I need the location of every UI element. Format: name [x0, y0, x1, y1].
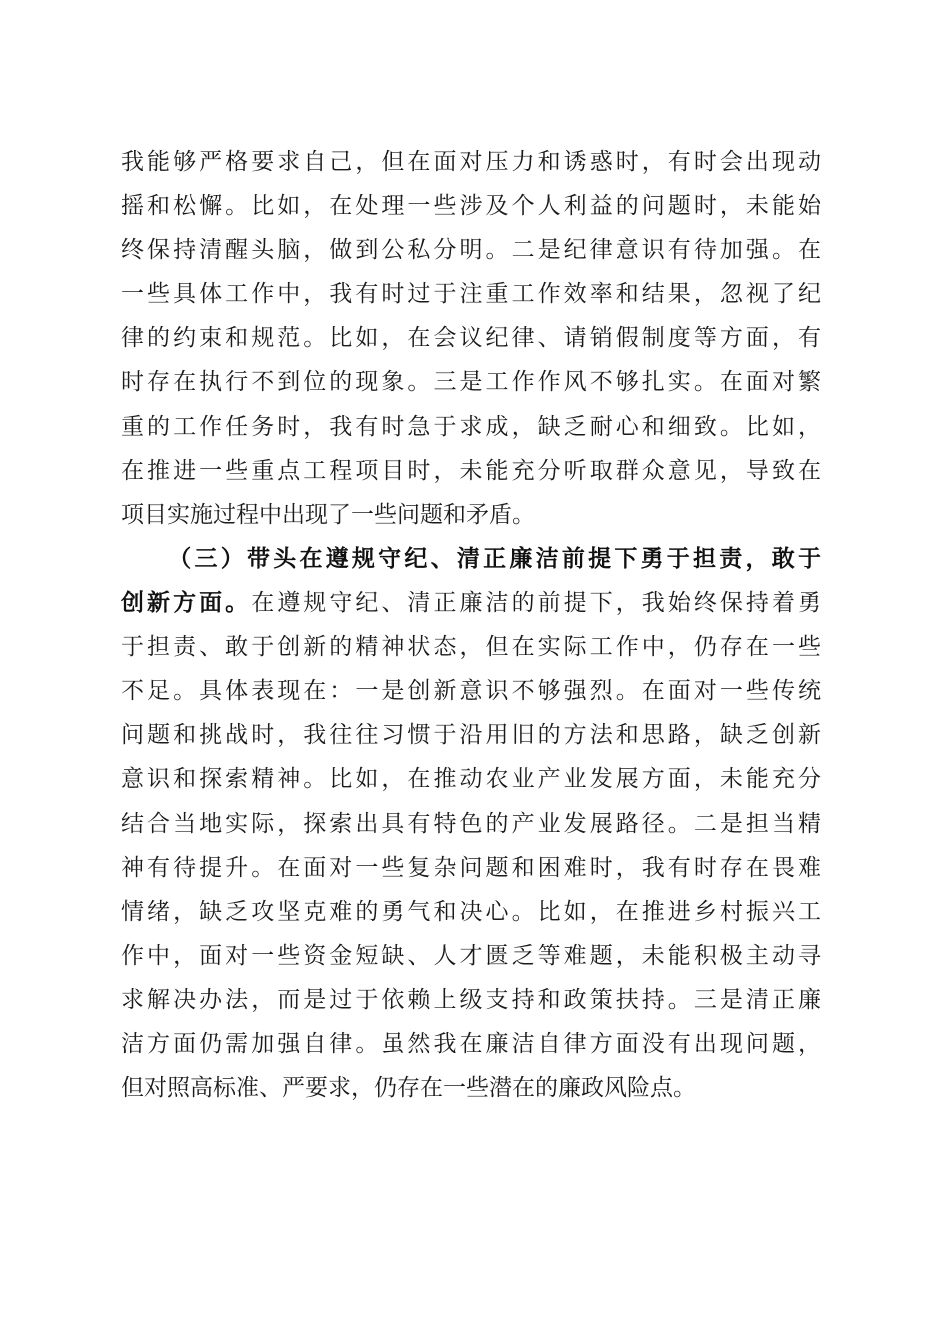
text-line [121, 581, 821, 625]
text-line: 于担责、敢于创新的精神状态，但在实际工作中，仍存在一些 [121, 634, 821, 661]
section-heading: （三）带头在遵规守纪、清正廉洁前提下勇于担责，敢于 [165, 545, 821, 572]
section-heading-line [121, 537, 821, 581]
text-line: 意识和探索精神。比如，在推动农业产业发展方面，未能充分 [121, 766, 821, 793]
text-line: 作中，面对一些资金短缺、人才匮乏等难题，未能积极主动寻 [121, 942, 821, 969]
text-line: 但对照高标准、严要求，仍存在一些潜在的廉政风险点。 [121, 1075, 696, 1102]
text-line: 一些具体工作中，我有时过于注重工作效率和结果，忽视了纪 [121, 281, 821, 308]
text-line: 重的工作任务时，我有时急于求成，缺乏耐心和细致。比如， [121, 413, 821, 440]
text-line-rest: 在遵规守纪、清正廉洁的前提下，我始终保持着勇 [251, 590, 822, 617]
text-line: 结合当地实际，探索出具有特色的产业发展路径。二是担当精 [121, 810, 821, 837]
text-line: 律的约束和规范。比如，在会议纪律、请销假制度等方面，有 [121, 325, 821, 352]
text-line: 洁方面仍需加强自律。虽然我在廉洁自律方面没有出现问题， [121, 1031, 821, 1058]
text-line: 求解决办法，而是过于依赖上级支持和政策扶持。三是清正廉 [121, 986, 821, 1013]
text-line: 不足。具体表现在：一是创新意识不够强烈。在面对一些传统 [121, 678, 821, 705]
text-line: 摇和松懈。比如，在处理一些涉及个人利益的问题时，未能始 [121, 193, 821, 220]
text-line: 情绪，缺乏攻坚克难的勇气和决心。比如，在推进乡村振兴工 [121, 898, 821, 925]
text-line: 时存在执行不到位的现象。三是工作作风不够扎实。在面对繁 [121, 369, 821, 396]
section-heading-continued: 创新方面。 [121, 589, 252, 617]
text-line: 神有待提升。在面对一些复杂问题和困难时，我有时存在畏难 [121, 854, 821, 881]
text-line: 终保持清醒头脑，做到公私分明。二是纪律意识有待加强。在 [121, 237, 821, 264]
text-line: 我能够严格要求自己，但在面对压力和诱惑时，有时会出现动 [121, 149, 821, 175]
paragraph-continued [121, 140, 821, 537]
text-line: 项目实施过程中出现了一些问题和矛盾。 [121, 501, 535, 528]
paragraph-section-three [121, 537, 821, 1110]
text-line: 问题和挑战时，我往往习惯于沿用旧的方法和思路，缺乏创新 [121, 722, 821, 749]
text-line: 在推进一些重点工程项目时，未能充分听取群众意见，导致在 [121, 457, 821, 484]
